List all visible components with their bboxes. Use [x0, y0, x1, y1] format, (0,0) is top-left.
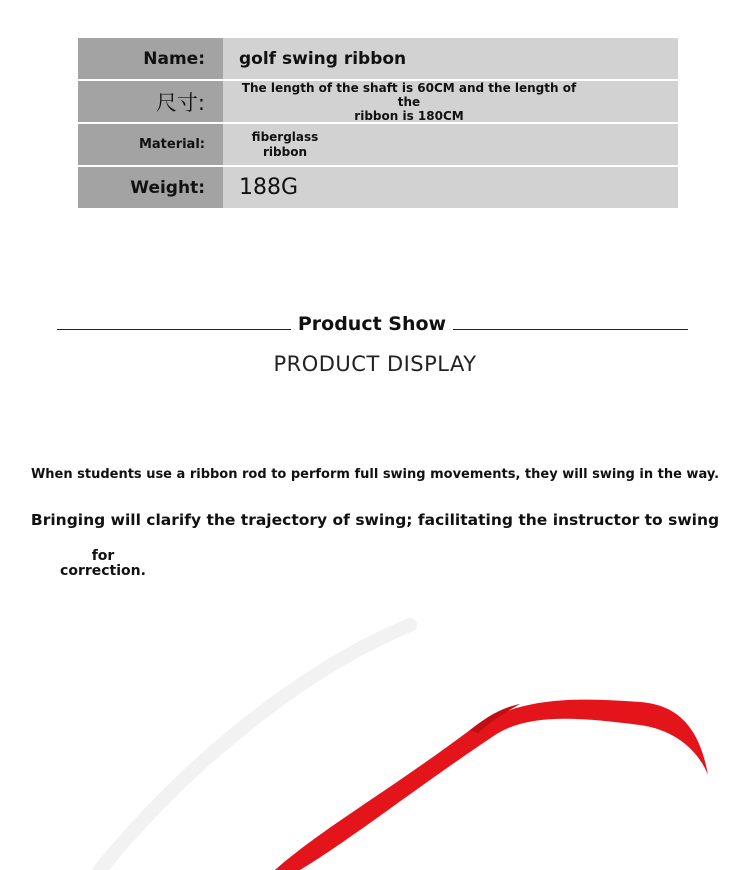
description-line2: Bringing will clarify the trajectory of swing; facilitating the instructor to swing	[30, 511, 720, 529]
divider-left	[57, 329, 291, 330]
weight-label: Weight:	[78, 167, 223, 208]
material-value-line1: fiberglass	[251, 129, 319, 144]
ribbon-body	[275, 700, 708, 870]
size-value	[239, 81, 579, 123]
spec-row-material	[78, 124, 678, 165]
description-line3a: for	[91, 548, 115, 564]
material-value-cell	[223, 124, 678, 165]
divider-right	[453, 329, 688, 330]
material-value-line2: ribbon	[263, 144, 307, 159]
size-value-cell	[223, 81, 678, 122]
description-line3b: correction.	[60, 563, 146, 579]
spec-row-size	[78, 81, 678, 122]
material-label: Material:	[78, 124, 223, 165]
shaft-shadow	[100, 625, 410, 870]
description-line1: When students use a ribbon rod to perform full swing movements, they will swing in the way.	[30, 467, 720, 482]
ribbon-product-image	[0, 600, 750, 870]
section-subtitle: PRODUCT DISPLAY	[273, 352, 477, 376]
name-value: golf swing ribbon	[223, 38, 678, 79]
section-title: Product Show	[297, 313, 447, 335]
description-line3	[60, 549, 146, 579]
spec-row-weight	[78, 167, 678, 208]
spec-table	[78, 38, 678, 210]
size-value-line2: ribbon is 180CM	[354, 108, 464, 123]
name-label: Name:	[78, 38, 223, 79]
size-value-line1: The length of the shaft is 60CM and the length of the	[241, 80, 577, 109]
weight-value: 188G	[223, 167, 678, 208]
size-label: 尺寸:	[78, 81, 223, 122]
material-value	[239, 130, 331, 160]
spec-row-name	[78, 38, 678, 79]
